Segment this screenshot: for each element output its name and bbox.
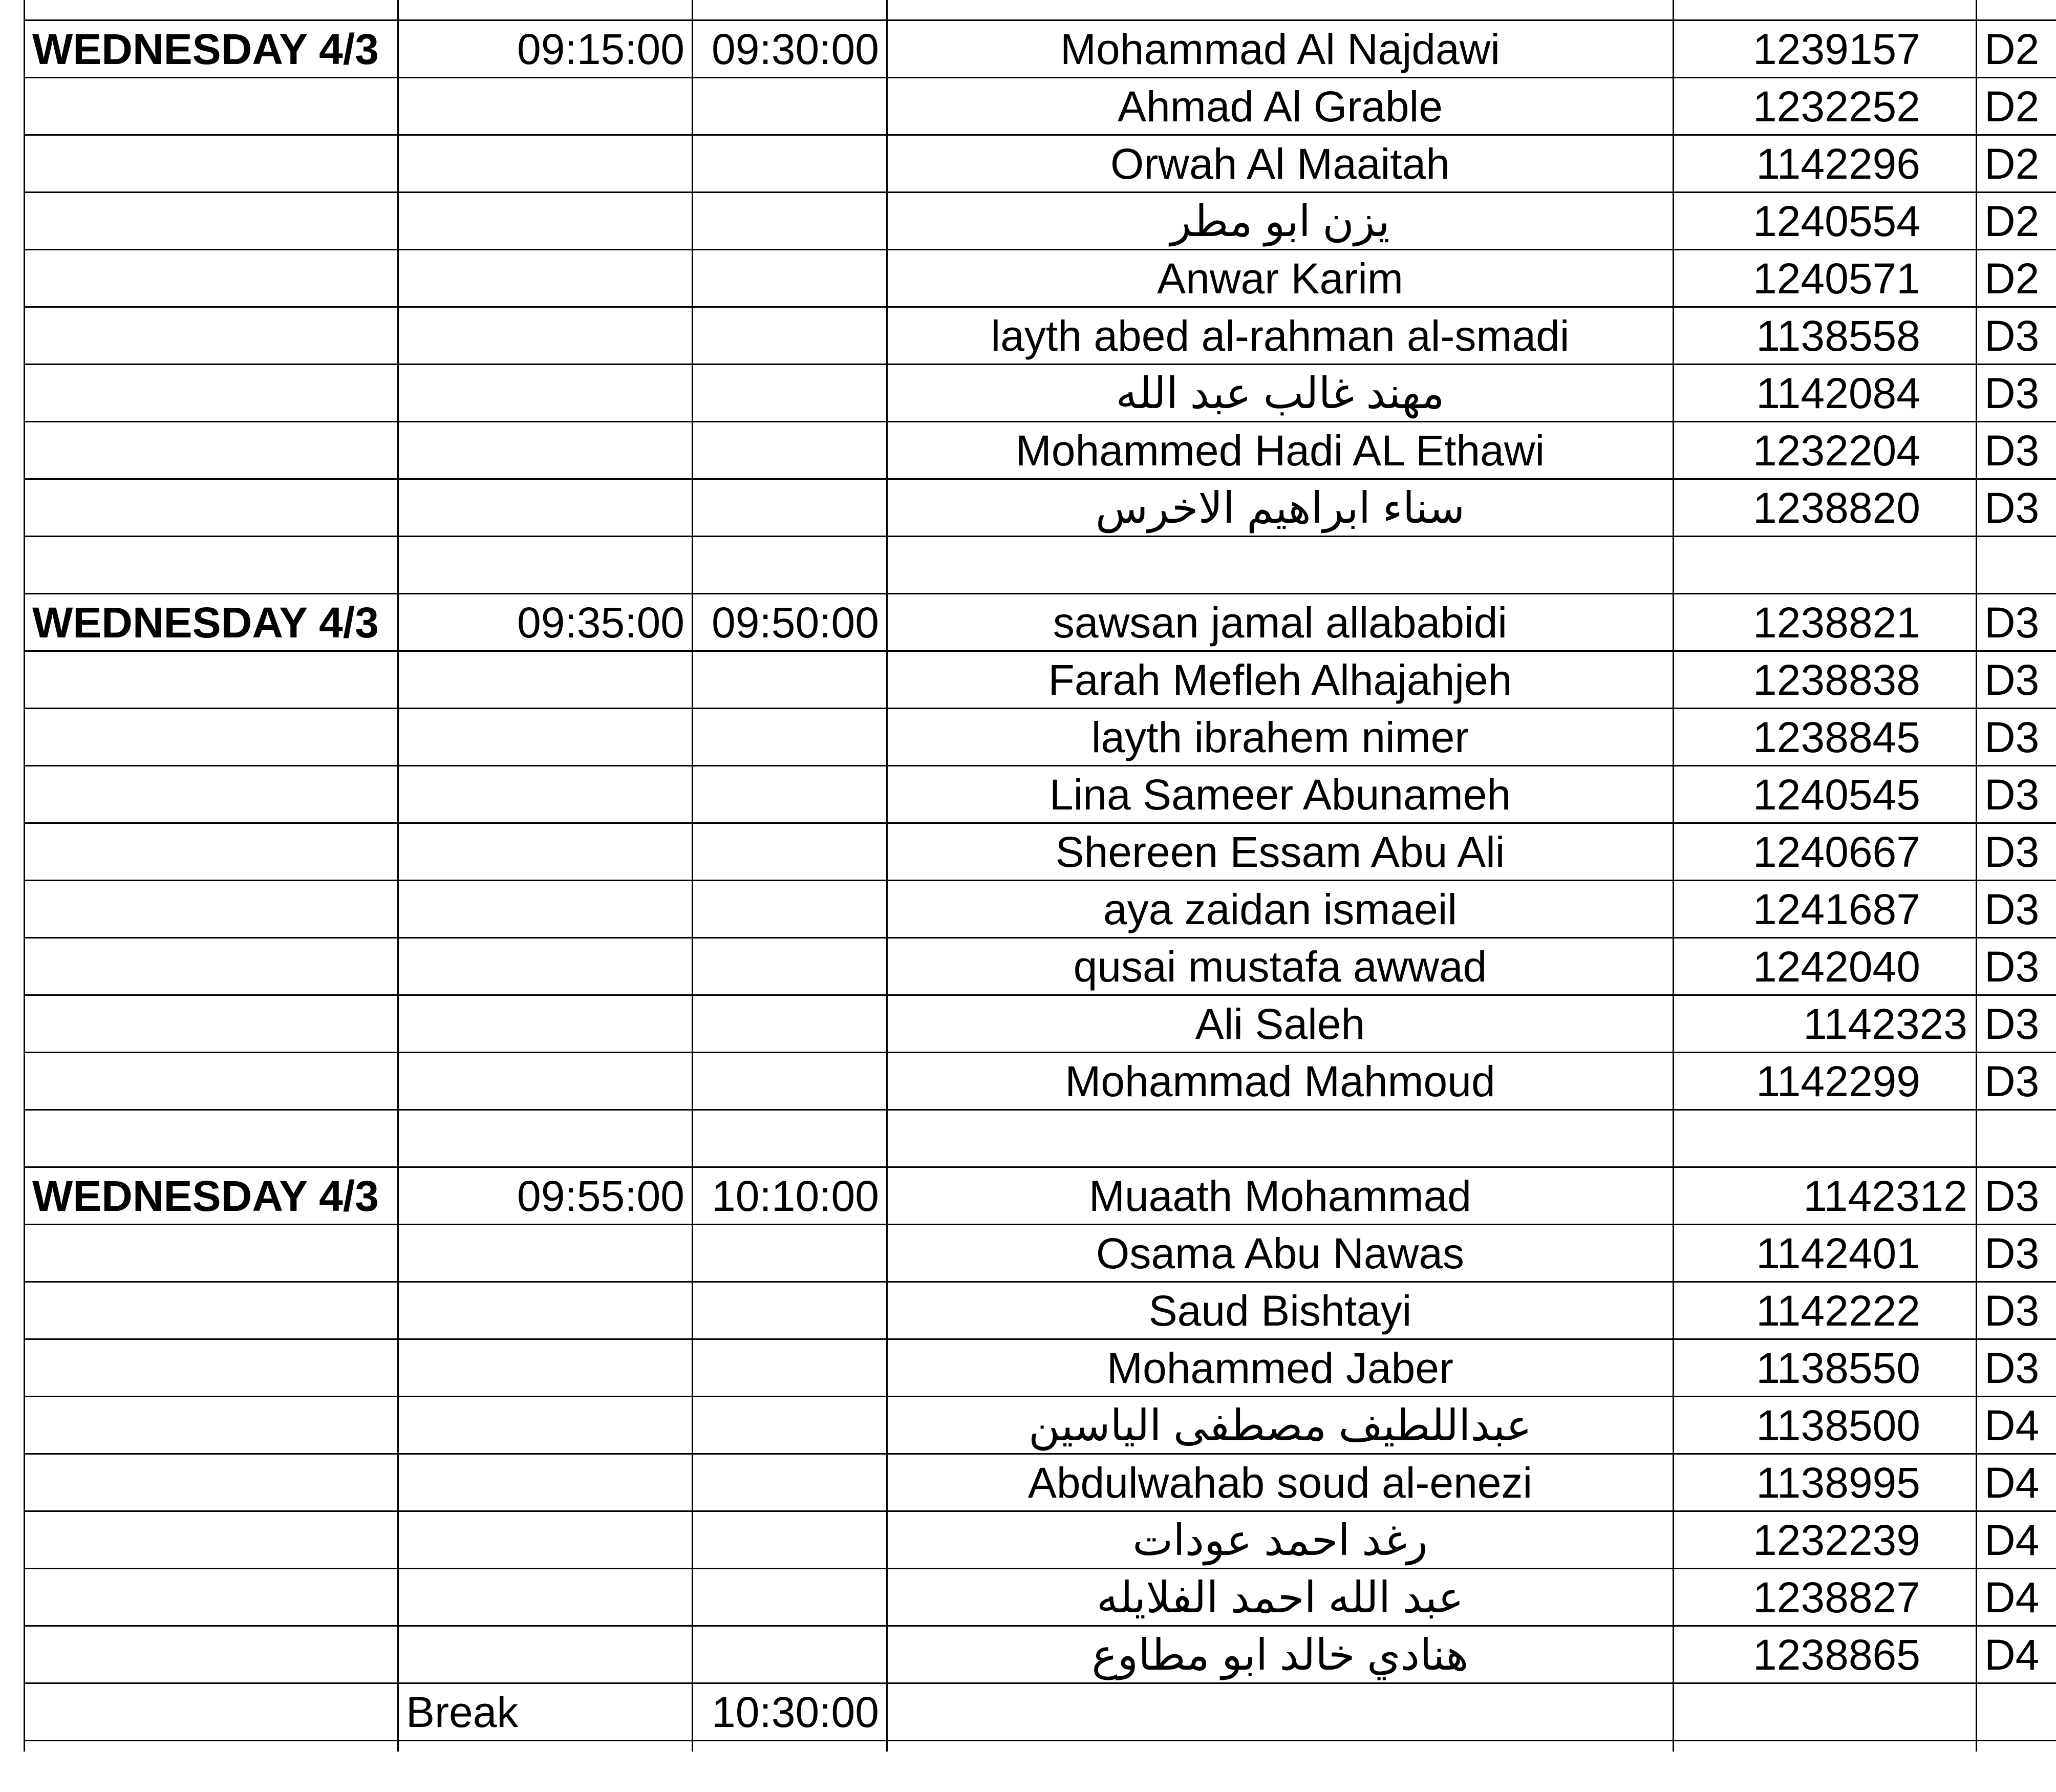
start-time-cell bbox=[398, 1511, 693, 1569]
empty-cell bbox=[1977, 1110, 2056, 1167]
start-time-cell bbox=[398, 766, 693, 823]
start-time-cell: 09:55:00 bbox=[398, 1167, 693, 1225]
student-name-cell: Ali Saleh bbox=[887, 995, 1674, 1053]
group-cell: D3 bbox=[1977, 651, 2056, 709]
group-cell: D3 bbox=[1977, 766, 2056, 823]
day-cell bbox=[25, 1397, 398, 1454]
student-id-cell: 1241687 bbox=[1674, 881, 1977, 938]
partial-bottom-row bbox=[25, 1741, 2056, 1752]
start-time-cell bbox=[398, 823, 693, 881]
start-time-cell bbox=[398, 365, 693, 422]
group-cell: D3 bbox=[1977, 365, 2056, 422]
start-time-cell bbox=[398, 1282, 693, 1339]
table-row bbox=[25, 20, 2056, 78]
student-id-cell: 1238865 bbox=[1674, 1626, 1977, 1683]
start-time-cell bbox=[398, 479, 693, 537]
break-label-cell: Break bbox=[398, 1683, 693, 1741]
empty-cell bbox=[1977, 1741, 2056, 1752]
student-id-cell: 1138550 bbox=[1674, 1339, 1977, 1397]
end-time-cell bbox=[693, 1626, 887, 1683]
start-time-cell bbox=[398, 1454, 693, 1511]
table-row bbox=[25, 422, 2056, 479]
schedule-body bbox=[25, 0, 2056, 1752]
end-time-cell bbox=[693, 709, 887, 766]
day-cell bbox=[25, 250, 398, 307]
end-time-cell bbox=[693, 479, 887, 537]
end-time-cell bbox=[693, 823, 887, 881]
student-name-cell: Lina Sameer Abunameh bbox=[887, 766, 1674, 823]
student-id-cell: 1240554 bbox=[1674, 193, 1977, 250]
table-row bbox=[25, 1397, 2056, 1454]
schedule-table bbox=[24, 0, 2056, 1752]
day-cell bbox=[25, 995, 398, 1053]
end-time-cell: 10:10:00 bbox=[693, 1167, 887, 1225]
table-row bbox=[25, 193, 2056, 250]
student-id-cell: 1240571 bbox=[1674, 250, 1977, 307]
end-time-cell bbox=[693, 1511, 887, 1569]
start-time-cell bbox=[398, 422, 693, 479]
student-id-cell: 1239157 bbox=[1674, 20, 1977, 78]
start-time-cell bbox=[398, 651, 693, 709]
student-id-cell: 1142401 bbox=[1674, 1225, 1977, 1282]
start-time-cell bbox=[398, 193, 693, 250]
spacer-row bbox=[25, 1110, 2056, 1167]
group-cell: D3 bbox=[1977, 1339, 2056, 1397]
end-time-cell bbox=[693, 1397, 887, 1454]
start-time-cell bbox=[398, 938, 693, 995]
day-cell bbox=[25, 823, 398, 881]
student-name-cell: sawsan jamal allababidi bbox=[887, 594, 1674, 651]
end-time-cell bbox=[693, 193, 887, 250]
group-cell: D3 bbox=[1977, 594, 2056, 651]
day-cell bbox=[25, 1339, 398, 1397]
empty-cell bbox=[25, 537, 398, 594]
student-name-cell: هنادي خالد ابو مطاوع bbox=[887, 1626, 1674, 1683]
group-cell: D4 bbox=[1977, 1626, 2056, 1683]
student-name-cell: سناء ابراهيم الاخرس bbox=[887, 479, 1674, 537]
student-id-cell: 1142323 bbox=[1674, 995, 1977, 1053]
student-id-cell: 1238845 bbox=[1674, 709, 1977, 766]
group-cell: D3 bbox=[1977, 479, 2056, 537]
end-time-cell bbox=[693, 1339, 887, 1397]
group-cell: D3 bbox=[1977, 422, 2056, 479]
student-id-cell: 1240545 bbox=[1674, 766, 1977, 823]
day-cell: WEDNESDAY 4/3 bbox=[25, 20, 398, 78]
empty-cell bbox=[25, 1683, 398, 1741]
empty-cell bbox=[398, 1741, 693, 1752]
empty-cell bbox=[1674, 537, 1977, 594]
start-time-cell bbox=[398, 1225, 693, 1282]
table-row bbox=[25, 250, 2056, 307]
day-cell bbox=[25, 193, 398, 250]
end-time-cell bbox=[693, 766, 887, 823]
break-row bbox=[25, 1683, 2056, 1741]
student-id-cell: 1242040 bbox=[1674, 938, 1977, 995]
student-id-cell: 1238827 bbox=[1674, 1569, 1977, 1626]
student-id-cell: 1232239 bbox=[1674, 1511, 1977, 1569]
end-time-cell: 09:50:00 bbox=[693, 594, 887, 651]
start-time-cell bbox=[398, 1569, 693, 1626]
start-time-cell bbox=[398, 135, 693, 193]
start-time-cell: 09:15:00 bbox=[398, 20, 693, 78]
start-time-cell bbox=[398, 1626, 693, 1683]
spacer-row bbox=[25, 537, 2056, 594]
student-name-cell: يزن ابو مطر bbox=[887, 193, 1674, 250]
group-cell: D3 bbox=[1977, 307, 2056, 365]
table-row bbox=[25, 881, 2056, 938]
table-row bbox=[25, 1569, 2056, 1626]
end-time-cell bbox=[693, 881, 887, 938]
empty-cell bbox=[25, 1110, 398, 1167]
student-id-cell: 1238821 bbox=[1674, 594, 1977, 651]
empty-cell bbox=[1674, 1683, 1977, 1741]
empty-cell bbox=[887, 537, 1674, 594]
end-time-cell bbox=[693, 365, 887, 422]
empty-cell bbox=[1977, 1683, 2056, 1741]
table-row bbox=[25, 938, 2056, 995]
student-id-cell: 1138558 bbox=[1674, 307, 1977, 365]
student-name-cell: Mohammed Hadi AL Ethawi bbox=[887, 422, 1674, 479]
group-cell: D3 bbox=[1977, 823, 2056, 881]
day-cell bbox=[25, 307, 398, 365]
group-cell: D2 bbox=[1977, 20, 2056, 78]
group-cell: D2 bbox=[1977, 135, 2056, 193]
start-time-cell bbox=[398, 881, 693, 938]
student-name-cell: عبداللطيف مصطفى الياسين bbox=[887, 1397, 1674, 1454]
day-cell bbox=[25, 422, 398, 479]
table-row bbox=[25, 1511, 2056, 1569]
day-cell bbox=[25, 78, 398, 135]
empty-cell bbox=[398, 537, 693, 594]
student-id-cell: 1142312 bbox=[1674, 1167, 1977, 1225]
table-row bbox=[25, 709, 2056, 766]
student-id-cell: 1142084 bbox=[1674, 365, 1977, 422]
student-id-cell: 1138500 bbox=[1674, 1397, 1977, 1454]
day-cell bbox=[25, 1053, 398, 1110]
student-id-cell: 1142299 bbox=[1674, 1053, 1977, 1110]
schedule-sheet bbox=[24, 0, 2056, 1792]
student-name-cell: رغد احمد عودات bbox=[887, 1511, 1674, 1569]
day-cell bbox=[25, 479, 398, 537]
student-id-cell: 1142296 bbox=[1674, 135, 1977, 193]
group-cell: D3 bbox=[1977, 995, 2056, 1053]
table-row bbox=[25, 1339, 2056, 1397]
table-row bbox=[25, 594, 2056, 651]
table-row bbox=[25, 1626, 2056, 1683]
student-name-cell: Shereen Essam Abu Ali bbox=[887, 823, 1674, 881]
end-time-cell bbox=[693, 1053, 887, 1110]
empty-cell bbox=[887, 1683, 1674, 1741]
group-cell: D2 bbox=[1977, 193, 2056, 250]
start-time-cell: 09:35:00 bbox=[398, 594, 693, 651]
group-cell: D4 bbox=[1977, 1569, 2056, 1626]
day-cell bbox=[25, 881, 398, 938]
empty-cell bbox=[398, 1110, 693, 1167]
table-row bbox=[25, 307, 2056, 365]
student-id-cell: 1238820 bbox=[1674, 479, 1977, 537]
group-cell: D3 bbox=[1977, 709, 2056, 766]
end-time-cell bbox=[693, 995, 887, 1053]
start-time-cell bbox=[398, 1397, 693, 1454]
group-cell: D4 bbox=[1977, 1511, 2056, 1569]
day-cell bbox=[25, 365, 398, 422]
partial-top-row bbox=[25, 0, 2056, 20]
student-name-cell: aya zaidan ismaeil bbox=[887, 881, 1674, 938]
table-row bbox=[25, 1053, 2056, 1110]
group-cell: D2 bbox=[1977, 78, 2056, 135]
student-id-cell: 1142222 bbox=[1674, 1282, 1977, 1339]
student-name-cell: layth abed al-rahman al-smadi bbox=[887, 307, 1674, 365]
student-name-cell: Saud Bishtayi bbox=[887, 1282, 1674, 1339]
group-cell: D4 bbox=[1977, 1454, 2056, 1511]
table-row bbox=[25, 766, 2056, 823]
day-cell bbox=[25, 1511, 398, 1569]
group-cell: D3 bbox=[1977, 1167, 2056, 1225]
empty-cell bbox=[693, 1741, 887, 1752]
day-cell bbox=[25, 651, 398, 709]
student-id-cell: 1232252 bbox=[1674, 78, 1977, 135]
table-row bbox=[25, 651, 2056, 709]
student-name-cell: Orwah Al Maaitah bbox=[887, 135, 1674, 193]
student-id-cell: 1138995 bbox=[1674, 1454, 1977, 1511]
table-row bbox=[25, 1454, 2056, 1511]
end-time-cell bbox=[693, 78, 887, 135]
end-time-cell bbox=[693, 135, 887, 193]
student-name-cell: Mohammad Mahmoud bbox=[887, 1053, 1674, 1110]
start-time-cell bbox=[398, 78, 693, 135]
start-time-cell bbox=[398, 1339, 693, 1397]
start-time-cell bbox=[398, 995, 693, 1053]
end-time-cell bbox=[693, 651, 887, 709]
start-time-cell bbox=[398, 250, 693, 307]
group-cell: D3 bbox=[1977, 1053, 2056, 1110]
student-id-cell: 1232204 bbox=[1674, 422, 1977, 479]
break-time-cell: 10:30:00 bbox=[693, 1683, 887, 1741]
empty-cell bbox=[693, 1110, 887, 1167]
student-name-cell: Farah Mefleh Alhajahjeh bbox=[887, 651, 1674, 709]
group-cell: D3 bbox=[1977, 1225, 2056, 1282]
student-name-cell: Ahmad Al Grable bbox=[887, 78, 1674, 135]
empty-cell bbox=[1674, 1741, 1977, 1752]
empty-cell bbox=[693, 537, 887, 594]
end-time-cell bbox=[693, 422, 887, 479]
student-id-cell: 1240667 bbox=[1674, 823, 1977, 881]
group-cell: D2 bbox=[1977, 250, 2056, 307]
start-time-cell bbox=[398, 307, 693, 365]
day-cell: WEDNESDAY 4/3 bbox=[25, 594, 398, 651]
table-row bbox=[25, 78, 2056, 135]
day-cell bbox=[25, 938, 398, 995]
end-time-cell bbox=[693, 1225, 887, 1282]
group-cell: D4 bbox=[1977, 1397, 2056, 1454]
student-name-cell: Mohammad Al Najdawi bbox=[887, 20, 1674, 78]
table-row bbox=[25, 1225, 2056, 1282]
day-cell bbox=[25, 1225, 398, 1282]
start-time-cell bbox=[398, 709, 693, 766]
group-cell: D3 bbox=[1977, 938, 2056, 995]
student-name-cell: Osama Abu Nawas bbox=[887, 1225, 1674, 1282]
student-name-cell: مهند غالب عبد الله bbox=[887, 365, 1674, 422]
empty-cell bbox=[1977, 537, 2056, 594]
empty-cell bbox=[887, 1741, 1674, 1752]
start-time-cell bbox=[398, 1053, 693, 1110]
student-name-cell: qusai mustafa awwad bbox=[887, 938, 1674, 995]
end-time-cell bbox=[693, 1454, 887, 1511]
student-id-cell: 1238838 bbox=[1674, 651, 1977, 709]
end-time-cell bbox=[693, 250, 887, 307]
day-cell bbox=[25, 135, 398, 193]
table-row bbox=[25, 365, 2056, 422]
day-cell bbox=[25, 1282, 398, 1339]
day-cell bbox=[25, 766, 398, 823]
end-time-cell bbox=[693, 1282, 887, 1339]
table-row bbox=[25, 823, 2056, 881]
day-cell: WEDNESDAY 4/3 bbox=[25, 1167, 398, 1225]
table-row bbox=[25, 1282, 2056, 1339]
student-name-cell: layth ibrahem nimer bbox=[887, 709, 1674, 766]
empty-cell bbox=[1674, 1110, 1977, 1167]
table-row bbox=[25, 995, 2056, 1053]
day-cell bbox=[25, 1569, 398, 1626]
end-time-cell bbox=[693, 1569, 887, 1626]
table-row bbox=[25, 1167, 2056, 1225]
group-cell: D3 bbox=[1977, 881, 2056, 938]
student-name-cell: عبد الله احمد الفلايله bbox=[887, 1569, 1674, 1626]
student-name-cell: Mohammed Jaber bbox=[887, 1339, 1674, 1397]
end-time-cell bbox=[693, 938, 887, 995]
day-cell bbox=[25, 1626, 398, 1683]
group-cell: D3 bbox=[1977, 1282, 2056, 1339]
student-name-cell: Anwar Karim bbox=[887, 250, 1674, 307]
end-time-cell bbox=[693, 307, 887, 365]
empty-cell bbox=[25, 1741, 398, 1752]
end-time-cell: 09:30:00 bbox=[693, 20, 887, 78]
student-name-cell: Muaath Mohammad bbox=[887, 1167, 1674, 1225]
day-cell bbox=[25, 709, 398, 766]
day-cell bbox=[25, 1454, 398, 1511]
table-row bbox=[25, 135, 2056, 193]
student-name-cell: Abdulwahab soud al-enezi bbox=[887, 1454, 1674, 1511]
empty-cell bbox=[887, 1110, 1674, 1167]
table-row bbox=[25, 479, 2056, 537]
